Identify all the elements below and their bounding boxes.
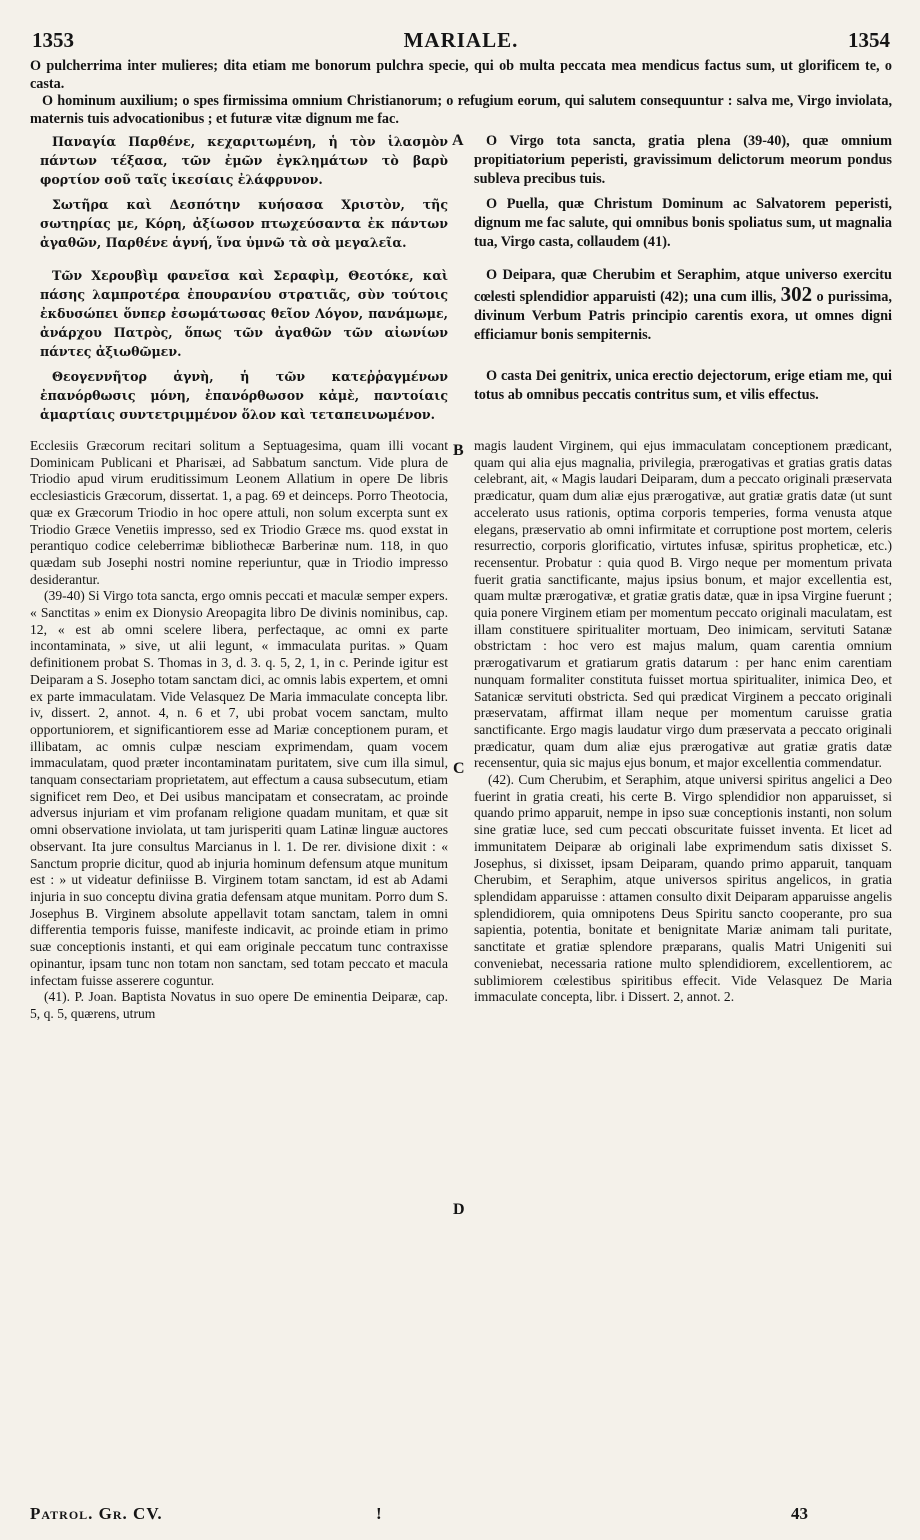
note-paragraph: Ecclesiis Græcorum recitari solitum a Septuagesima, quam illi vocant Dominicam Publicani et Pharisæi, ad Sabbatum sanctum. Vide plura de Triodio apud virum eruditissimum Leonem Allatium in opere De libris ecclesiasticis Græcorum, dissertat. 1, a pag. 69 et deinceps. Porro Theotocia, quæ ex Græcorum Triodio in hoc opere attuli, non solum excerpta sunt ex Triodio Græce Venetiis impresso, sed ex Triodio Græce ms. quod exstat in perantiquo codice celeberrimæ bibliothecæ Barberinæ num. 118, in quo quædam sub Josephi nostri nomine reperiuntur, quæ in Triodio impresso desiderantur. bbox=[30, 438, 448, 587]
footer-signature: Patrol. Gr. CV. bbox=[30, 1504, 163, 1523]
hymn-pair bbox=[30, 195, 892, 252]
note-paragraph: (41). P. Joan. Baptista Novatus in suo opere De eminentia Deiparæ, cap. 5, q. 5, quærens, utrum bbox=[30, 989, 448, 1021]
latin-text bbox=[474, 266, 892, 361]
hymn-pair bbox=[30, 266, 892, 361]
latin-text-part: O Deipara, quæ Cherubim et Seraphim, atque universo exercitu cœlesti splendidior apparuisti (42); una cum illis, bbox=[474, 267, 892, 305]
greek-text: Παναγία Παρθένε, κεχαριτωμένη, ἡ τὸν ἱλασμὸν πάντων τέξασα, τῶν ἐμῶν ἐγκλημάτων τὸ βαρὺ φορτίον σοῦ ταῖς ἱκεσίαις ἐλάφρυνον. bbox=[40, 134, 448, 187]
margin-marker-a: A bbox=[452, 132, 464, 149]
margin-marker-b: B bbox=[453, 442, 464, 459]
page-number-left: 1353 bbox=[32, 28, 74, 52]
running-title: MARIALE. bbox=[403, 28, 519, 52]
greek-text: Σωτῆρα καὶ Δεσπότην κυήσασα Χριστὸν, τῆς σωτηρίας με, Κόρη, ἀξίωσον πτωχεύσαντα ἐκ πάντων ἀγαθῶν, Παρθένε ἁγνή, ἵνα ὑμνῶ τὰ σὰ μεγαλεῖα. bbox=[40, 197, 448, 250]
intro-paragraph: O pulcherrima inter mulieres; dita etiam me bonorum pulchra specie, qui ob multa peccata mea mendicus factus sum, ut glorificem te, o casta. bbox=[30, 58, 892, 92]
notes-columns bbox=[30, 438, 892, 1218]
intro-paragraph: O hominum auxilium; o spes firmissima omnium Christianorum; o refugium eorum, qui salutem consequuntur : salva me, Virgo inviolata, maternis tuis advocationibus ; et futuræ vitæ dignum me fac. bbox=[30, 93, 892, 127]
latin-text: O Puella, quæ Christum Dominum ac Salvatorem peperisti, dignum me fac salute, qui omnibus bonis spoliatus sum, ut magnalia tua, Virgo casta, collaudem (41). bbox=[474, 196, 892, 250]
hymn-pair bbox=[30, 367, 892, 424]
greek-text: Τῶν Χερουβὶμ φανεῖσα καὶ Σεραφὶμ, Θεοτόκε, καὶ πάσης λαμπροτέρα ἐπουρανίου στρατιᾶς, σὺν τούτοις ἐκδυσώπει ὅνπερ ἐσωμάτωσας θεῖον Λόγον, πανάμωμε, ἀνάρχου Πατρὸς, ὅπως τῶν ἀγαθῶν τῶν αἰωνίων πάντες ἀξιωθῶμεν. bbox=[40, 268, 448, 359]
running-header bbox=[30, 28, 892, 54]
notes-right-column bbox=[474, 438, 892, 1023]
latin-text: O Virgo tota sancta, gratia plena (39-40), quæ omnium propitiatorium peperisti, gravissimum delictorum meorum pondus sublevа precibus tuis. bbox=[474, 133, 892, 187]
intro-text bbox=[30, 58, 892, 128]
greek-text: Θεογεννῆτορ ἁγνὴ, ἡ τῶν κατεῤῥαγμένων ἐπανόρθωσις μόνη, ἐπανόρθωσον κἀμὲ, παντοίαις ἁμαρτίαις συντετριμμένον ὅλον καὶ τεταπεινωμένον. bbox=[40, 369, 448, 422]
latin-text: O casta Dei genitrix, unica erectio dejectorum, erige etiam me, qui totus ab omnibus peccatis contritus sum, et vilis effectus. bbox=[474, 368, 892, 403]
notes-left-column bbox=[30, 438, 448, 1023]
note-paragraph: magis laudent Virginem, qui ejus immaculatam conceptionem prædicant, quam qui alia ejus magnalia, privilegia, prærogativas et gratias gratis datas celebrant, ait, « Magis laudari Deiparam, dum a peccato originali præservata prædicatur, quam dum aliæ ejus prærogativæ, aut gratiæ gratis datæ (ut sunt accelerato usus rationis, optima corporis temperies, forma venusta atque elegans, præservatio ab omni infirmitate et corruptione post mortem, celeris resurrectio, corporis glorificatio, virtutes infusæ, spiritus propheticæ, etc.) recensentur. Probatur : quia quod B. Virgo neque per momentum privata fuerit gratia sanctificante, majus ipsius bonum, et major excellentia est, quam multæ prærogativæ, et gratiæ gratis datæ, quæ in ipsa Virgine fuerunt ; quia ponere Virginem etiam per momentum peccato originali maculatam, est illam constituere spiritualiter mortuam, Deo inimicam, servituti Satanæ obstrictam : hoc vero est majus malum, quam carentia omnium prærogativarum et gratiarum gratis datarum : per hanc enim carentiam nunquam formaliter constituta fuisset mortua spiritualiter, inimica Deo, et Satanicæ servituti obstricta. Sed qui prædicat Virginem a peccato originali præservatam, affirmat illam neque per momentum caruisse gratia sanctificante. Ergo magis laudatur virgo dum præservata a peccato originali prædicatur, quam dum aliæ ejus prærogativæ aut gratiæ gratis datæ recensentur, quia sic majus ejus bonum, et major excellentia commendatur. bbox=[474, 438, 892, 771]
margin-marker-d: D bbox=[453, 1201, 465, 1218]
footer-mark: ! bbox=[376, 1504, 382, 1523]
note-paragraph: (39-40) Si Virgo tota sancta, ergo omnis peccati et maculæ semper expers. « Sanctitas » enim ex Dionysio Areopagita libro De divinis nominibus, cap. 12, « est ab omni scelere libera, perfectaque, ac omni ex parte incontaminata, » sive, ut alii legunt, « immaculata puritas. » Quam definitionem probat S. Thomas in 3, d. 3. q. 5, 2, 1, in c. Perinde igitur est Deiparam a S. Josepho totam sanctam dici, ac omnis labis expertem, et omni ex parte immaculatam. Vide Velasquez De Maria immaculate concepta libr. iv, dissert. 2, annot. 4, n. 6 et 7, ubi probat vocem sanctam, multo opportuniorem, et significantiorem esse ad Mariæ conceptionem puram, et illibatam, ac omnis culpæ nesciam exprimendam, quam vocem immaculatam, quod præter incontaminatam puritatem, sive cum illa simul, tanquam consectariam proprietatem, aut effectum a causa subsecutum, etiam significet rem Deo, et Dei usibus mancipatam et consecratam, ac proinde adversus injuriam et vim profanam religione quadam munitam, et quæ sit omni observatione inviolata, ut tam jurisperiti quam Latinæ linguæ auctores observant. Ita jure consultus Marcianus in l. 1. De rer. divisione dixit : « Sanctum proprie dicitur, quod ab injuria hominum defensum atque munitum est : » ut videatur definiisse B. Virginem totam sanctam, id est ab Adami injuria in suo conceptu divina gratia defensam atque munitam. Porro dum S. Josephus B. Virginem absolute appellavit totam sanctam, talem in omni differentia temporis fuisse, manifeste indicavit, ac proinde etiam in primo suæ conceptionis instanti, et qui eam originale peccatum tunc contraxisse opinantur, ipsam tunc non totam non sanctam, sed totam peccato et macula infectam fuisse asserere coguntur. bbox=[30, 588, 448, 988]
page-footer bbox=[0, 1504, 920, 1528]
theotokia-hymns bbox=[30, 132, 892, 424]
page-number-right: 1354 bbox=[848, 28, 890, 52]
note-paragraph: (42). Cum Cherubim, et Seraphim, atque universi spiritus angelici a Deo fuerint in gratia creati, his certe B. Virgo splendidior non apparuisset, si quando primo apparuit, nempe in ipso suæ conceptionis instanti, non solum sine gratiæ luce, sed cum peccati obscuritate fuisset inventa. Et licet ad immunitatem Deiparæ ab originali labe exprimendum satis dixisset S. Josephus, si dixisset, ipsam Deiparam, quando primo apparuit, tanquam Cherubim, et Seraphim, atque universos spiritus angelicos, in gratia splendidam apparuisse : attamen consulto dixit Deiparam apparuisse angelis splendidiorem, quia omnipotens Deus Spiritu sancto cooperante, pro sua sapientia, potentia, bonitate et benignitate Mariæ animam tali puritate, sanctitate et gratiæ splendore præparans, qualis Matri Unigeniti sui conveniebat, necessaria ratione multo splendidiorem, excellentiorem, ac sublimiorem cœlestibus spiritibus effecit. Vide Velasquez De Maria immaculate concepta, libr. i Dissert. 2, annot. 2. bbox=[474, 772, 892, 1005]
column-number: 302 bbox=[780, 282, 813, 306]
footer-gathering-number: 43 bbox=[791, 1504, 808, 1523]
page bbox=[30, 28, 892, 1518]
latin-text-part: o purissima, divinum Verbum Patris principio carentis exora, ut omnes digni efficiamur bonis sempiternis. bbox=[474, 289, 892, 343]
margin-marker-c: C bbox=[453, 760, 465, 777]
